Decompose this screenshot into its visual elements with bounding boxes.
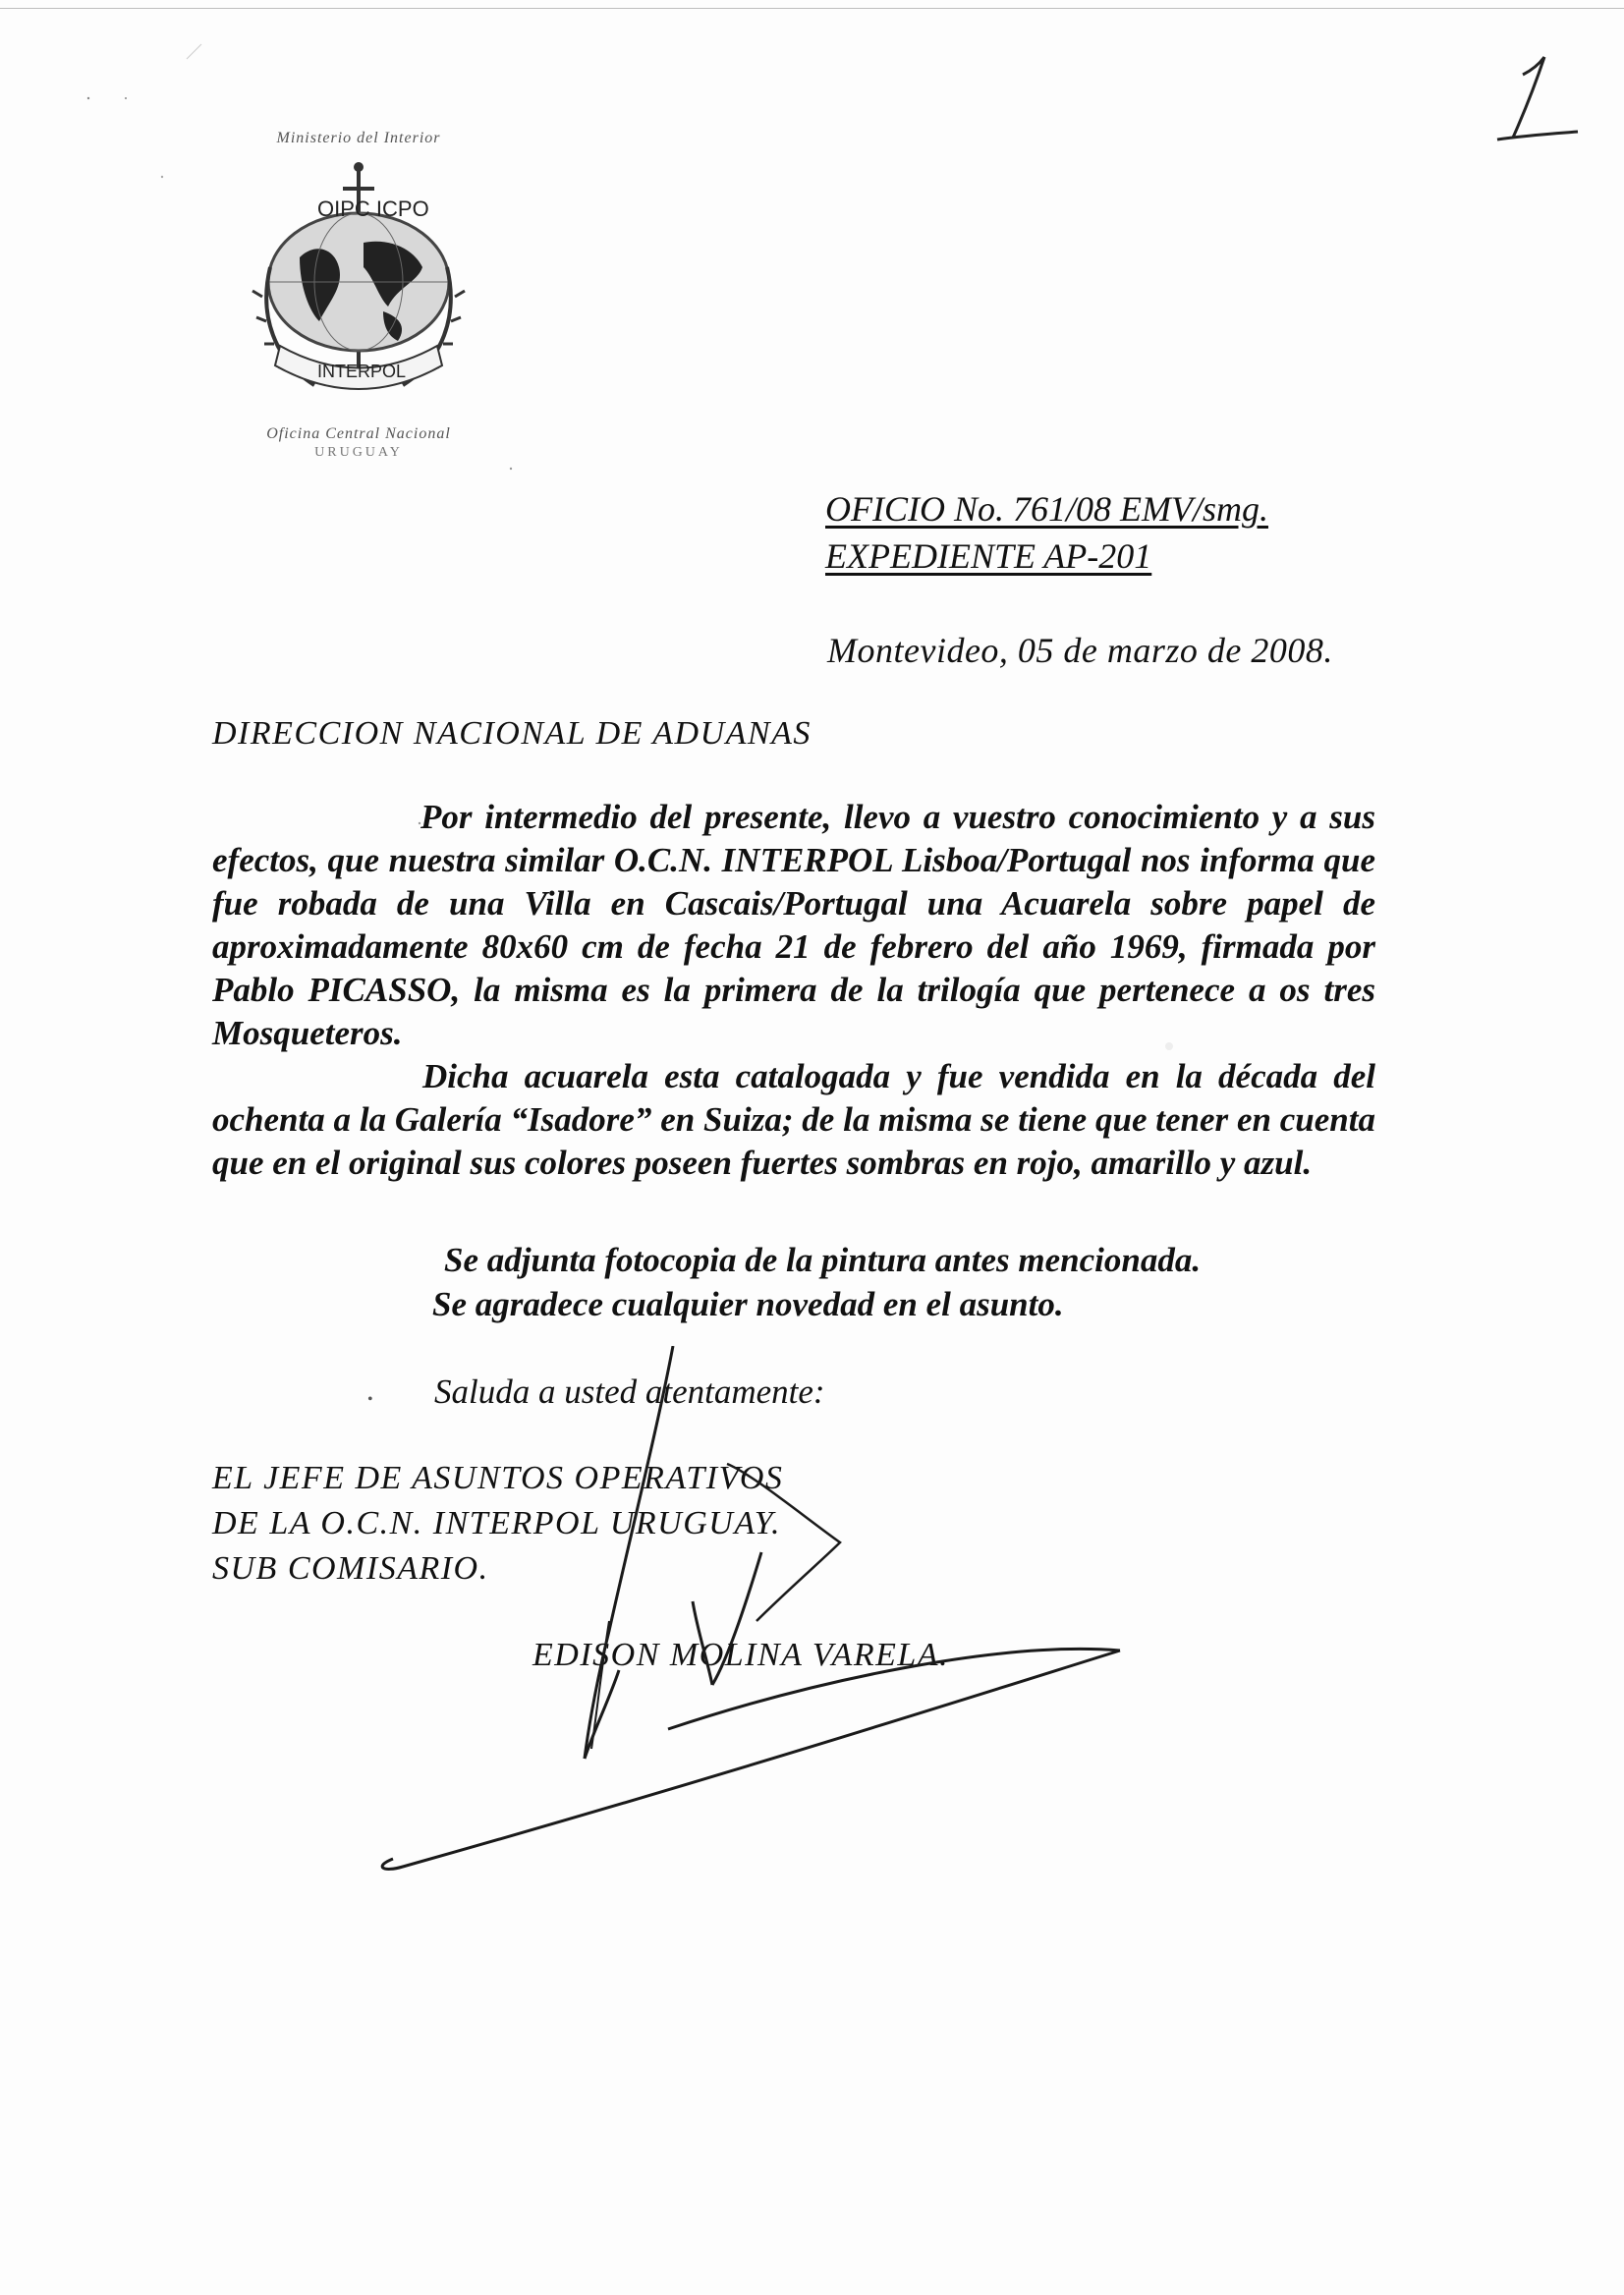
handwritten-signature — [373, 1346, 1159, 1896]
attachment-line: Se adjunta fotocopia de la pintura antes mencionada. — [444, 1241, 1202, 1279]
signatory-title-2: DE LA O.C.N. INTERPOL URUGUAY. — [212, 1505, 782, 1541]
oficio-number: OFICIO No. 761/08 EMV/smg. — [825, 489, 1268, 529]
body-paragraph-2: Dicha acuarela esta catalogada y fue vendida en la década del ochenta a la Galería “Isadore” en Suiza; de la misma se tiene que tener en cuenta que en el original sus colores poseen fuertes sombras en rojo, amarillo y azul. — [212, 1057, 1375, 1182]
scan-edge-line — [0, 8, 1624, 9]
body-paragraph-1: Por intermedio del presente, llevo a vuestro conocimiento y a sus efectos, que nuestra similar O.C.N. INTERPOL Lisboa/Portugal nos informa que fue robada de una Villa en Cascais/Portugal una Acuarela sobre papel de aproximadamente 80x60 cm de fecha 21 de febrero del año 1969, firmada por Pablo PICASSO, la misma es la primera de la trilogía que pertenece a os tres Mosqueteros. — [212, 798, 1375, 1052]
ministry-label: Ministerio del Interior — [276, 130, 441, 146]
emblem-top-text: OIPC ICPO — [317, 196, 429, 221]
emblem-bottom-text: INTERPOL — [317, 362, 407, 381]
interpol-letterhead — [241, 128, 476, 472]
signatory-name: EDISON MOLINA VARELA. — [532, 1637, 950, 1673]
stray-mark: • — [367, 1391, 373, 1408]
letter-body — [212, 796, 1375, 1185]
closing-line: Saluda a usted atentamente: — [434, 1372, 825, 1411]
signatory-rank: SUB COMISARIO. — [212, 1550, 489, 1587]
signatory-title-1: EL JEFE DE ASUNTOS OPERATIVOS — [212, 1460, 784, 1496]
interpol-emblem-icon — [241, 149, 476, 434]
date-line: Montevideo, 05 de marzo de 2008. — [827, 631, 1333, 670]
thanks-line: Se agradece cualquier novedad en el asunto. — [432, 1285, 1064, 1323]
addressee: DIRECCION NACIONAL DE ADUANAS — [212, 715, 812, 752]
handwritten-page-number — [1484, 47, 1582, 155]
expediente-number: EXPEDIENTE AP-201 — [825, 536, 1152, 576]
country-label: URUGUAY — [314, 445, 403, 460]
office-label: Oficina Central Nacional — [266, 425, 451, 442]
